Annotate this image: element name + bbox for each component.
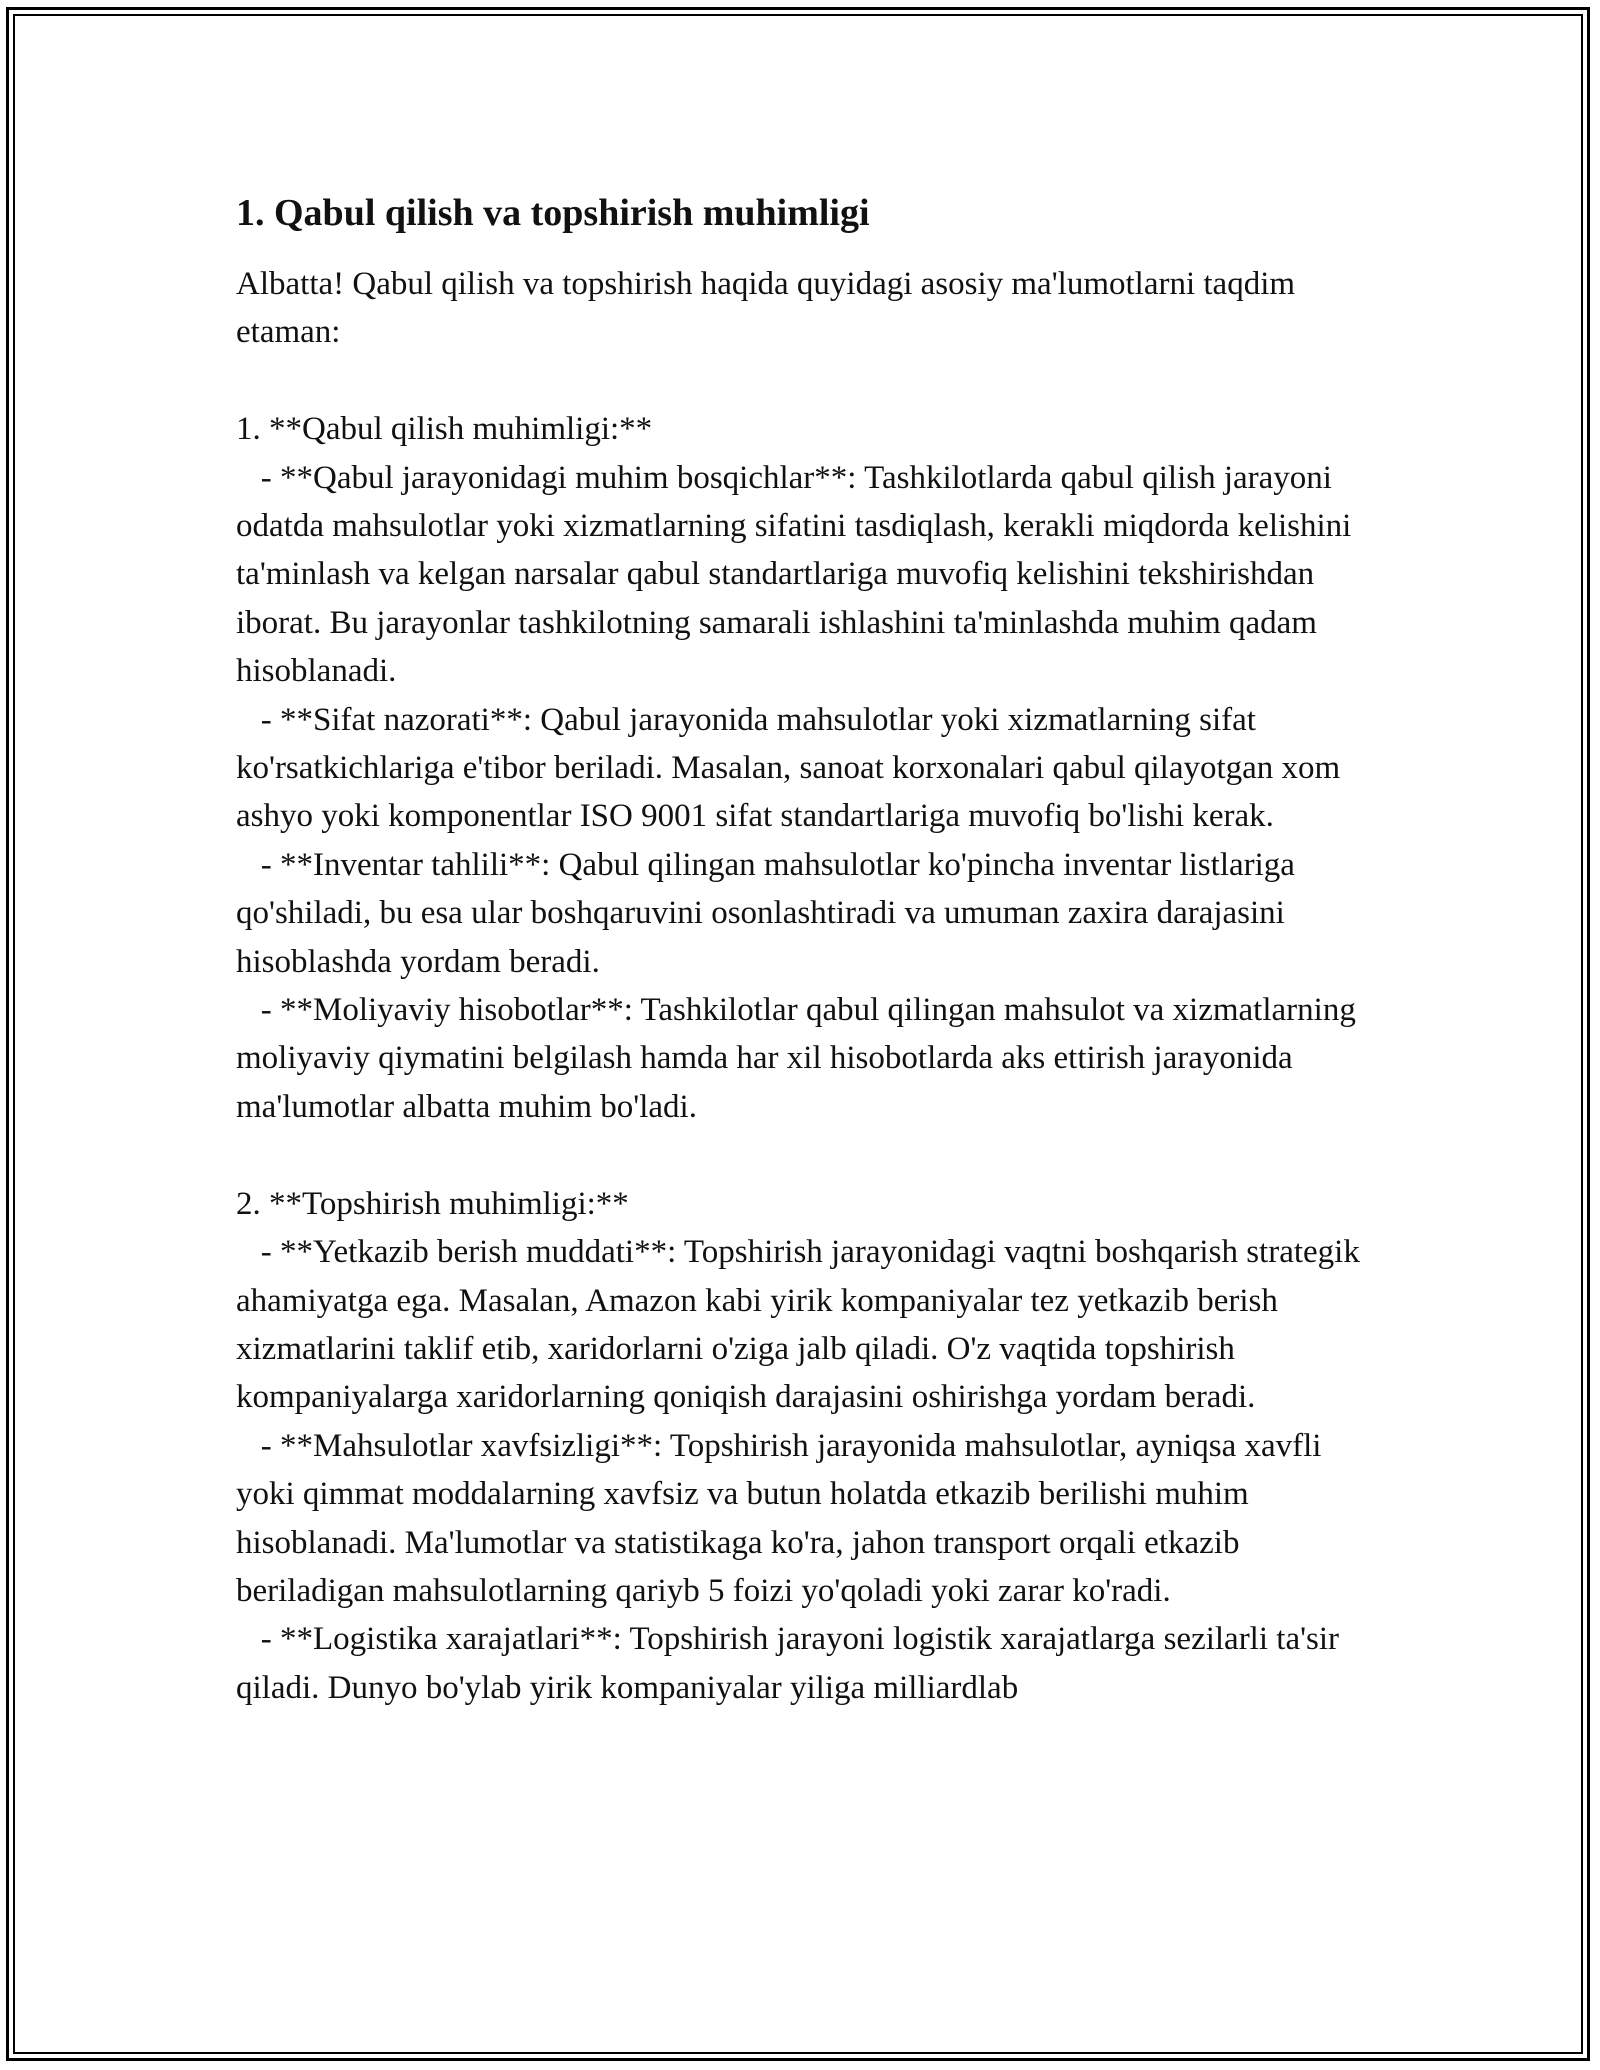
- section-2-item: - **Logistika xarajatlari**: Topshirish jarayoni logistik xarajatlarga sezilarli ta'sir qiladi. Dunyo bo'ylab yirik kompaniyalar yiliga milliardlab: [236, 1621, 1348, 1706]
- paragraph-gap: [236, 1131, 1366, 1179]
- section-2-item: - **Yetkazib berish muddati**: Topshirish jarayonidagi vaqtni boshqarish strategik ahamiyatga ega. Masalan, Amazon kabi yirik kompaniyalar tez yetkazib berish xizmatlarini taklif etib, xaridorlarni o'ziga jalb qiladi. O'z vaqtida topshirish kompaniyalarga xaridorlarning qoniqish darajasini oshirishga yordam beradi.: [236, 1234, 1369, 1416]
- section-1-item: - **Sifat nazorati**: Qabul jarayonida mahsulotlar yoki xizmatlarning sifat ko'rsatkichlariga e'tibor beriladi. Masalan, sanoat korxonalari qabul qilayotgan xom ashyo yoki komponentlar ISO 9001 sifat standartlariga muvofiq bo'lishi kerak.: [236, 701, 1349, 835]
- section-1-item: - **Inventar tahlili**: Qabul qilingan mahsulotlar ko'pincha inventar listlariga qo'shiladi, bu esa ular boshqaruvini osonlashtiradi va umuman zaxira darajasini hisoblashda yordam beradi.: [236, 846, 1304, 980]
- section-1-heading: 1. **Qabul qilish muhimligi:**: [236, 411, 653, 448]
- document-title: 1. Qabul qilish va topshirish muhimligi: [236, 192, 870, 234]
- section-2-item: - **Mahsulotlar xavfsizligi**: Topshirish jarayonida mahsulotlar, ayniqsa xavfli yoki qimmat moddalarning xavfsiz va butun holatda etkazib berilishi muhim hisoblanadi. Ma'lumotlar va statistikaga ko'ra, jahon transport orqali etkazib beriladigan mahsulotlarning qariyb 5 foizi yo'qoladi yoki zarar ko'radi.: [236, 1427, 1330, 1609]
- section-1-item: - **Qabul jarayonidagi muhim bosqichlar**: Tashkilotlarda qabul qilish jarayoni odatda mahsulotlar yoki xizmatlarning sifatini tasdiqlash, kerakli miqdorda kelishini ta'minlash va kelgan narsalar qabul standartlariga muvofiq kelishini tekshirishdan iborat. Bu jarayonlar tashkilotning samarali ishlashini ta'minlashda muhim qadam hisoblanadi.: [236, 459, 1360, 690]
- section-2-heading: 2. **Topshirish muhimligi:**: [236, 1185, 629, 1222]
- intro-paragraph: Albatta! Qabul qilish va topshirish haqida quyidagi asosiy ma'lumotlarni taqdim etaman:: [236, 266, 1304, 351]
- paragraph-gap: [236, 357, 1366, 405]
- section-1-item: - **Moliyaviy hisobotlar**: Tashkilotlar qabul qilingan mahsulot va xizmatlarning moliyaviy qiymatini belgilash hamda har xil hisobotlarda aks ettirish jarayonida ma'lumotlar albatta muhim bo'ladi.: [236, 992, 1365, 1125]
- document-body: [236, 186, 1369, 1712]
